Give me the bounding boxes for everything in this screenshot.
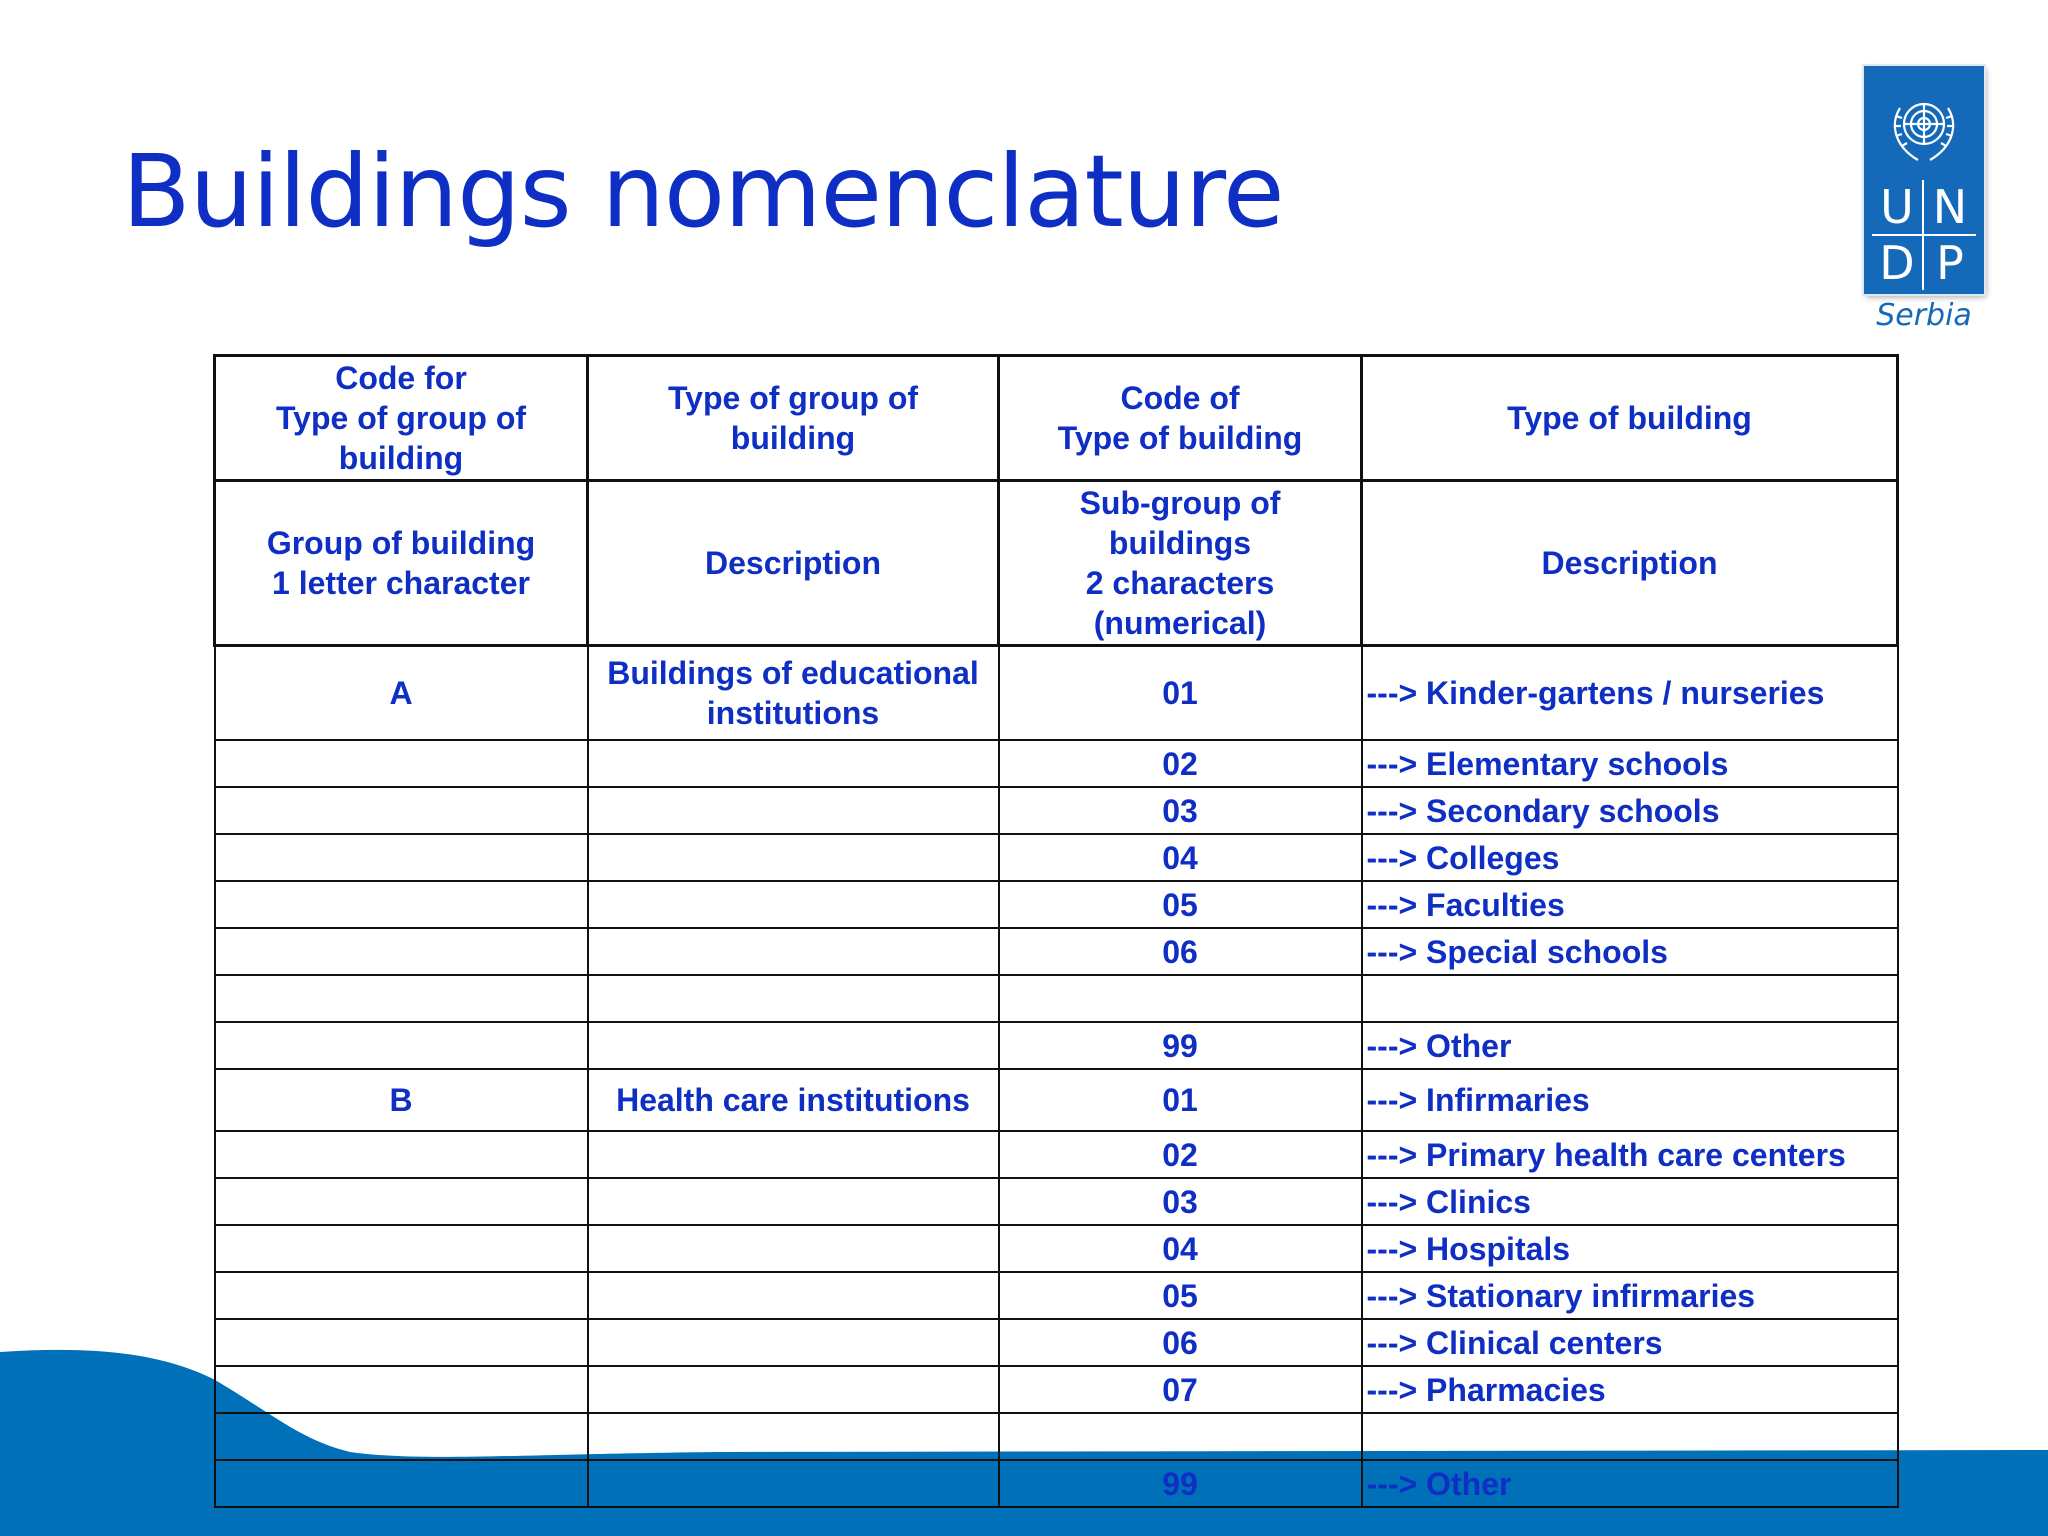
- header-line: Sub-group of: [1079, 485, 1281, 521]
- header-line: (numerical): [1093, 605, 1267, 641]
- code-cell: 01: [999, 1069, 1362, 1131]
- header-line: Description: [1541, 545, 1718, 581]
- undp-logo-box: [1864, 66, 1984, 294]
- type-cell: ---> Clinical centers: [1362, 1319, 1898, 1366]
- group-desc-cell: [588, 1131, 999, 1178]
- table-row: [215, 975, 1898, 1022]
- header-cell: [999, 481, 1362, 646]
- code-cell: 06: [999, 1319, 1362, 1366]
- group-code-cell: [215, 1272, 588, 1319]
- group-desc-cell: [588, 1366, 999, 1413]
- group-code-cell: [215, 1178, 588, 1225]
- group-desc-cell: [588, 1319, 999, 1366]
- group-code-cell: [215, 834, 588, 881]
- group-code-cell: [215, 740, 588, 787]
- logo-letter: P: [1936, 236, 1964, 290]
- group-code-cell: [215, 975, 588, 1022]
- code-cell: [999, 975, 1362, 1022]
- table-row: [215, 787, 1898, 834]
- group-desc-cell: [588, 1460, 999, 1507]
- code-cell: 99: [999, 1460, 1362, 1507]
- logo-letter: N: [1924, 180, 1976, 236]
- group-desc-cell: [588, 834, 999, 881]
- table-row: [215, 1022, 1898, 1069]
- table-row: [215, 928, 1898, 975]
- code-cell: 99: [999, 1022, 1362, 1069]
- code-cell: 02: [999, 740, 1362, 787]
- code-cell: 04: [999, 1225, 1362, 1272]
- header-cell: [215, 356, 588, 481]
- group-desc-cell: [588, 1272, 999, 1319]
- type-cell: ---> Hospitals: [1362, 1225, 1898, 1272]
- group-desc-cell: [588, 1225, 999, 1272]
- type-cell: [1362, 975, 1898, 1022]
- header-line: Group of building: [266, 525, 536, 561]
- group-code-cell: [215, 787, 588, 834]
- table-row: [215, 1069, 1898, 1131]
- group-desc-cell: [588, 881, 999, 928]
- header-line: Type of building: [1507, 400, 1752, 436]
- group-desc-cell: [588, 1178, 999, 1225]
- table-row: [215, 1225, 1898, 1272]
- code-cell: 05: [999, 881, 1362, 928]
- type-cell: ---> Other: [1362, 1022, 1898, 1069]
- header-cell: [588, 356, 999, 481]
- group-desc-cell: [588, 1022, 999, 1069]
- header-line: Type of group of: [667, 380, 919, 416]
- code-cell: 01: [999, 646, 1362, 741]
- code-cell: 05: [999, 1272, 1362, 1319]
- type-cell: ---> Stationary infirmaries: [1362, 1272, 1898, 1319]
- code-cell: [999, 1413, 1362, 1460]
- group-code-cell: [215, 1460, 588, 1507]
- group-code-cell: B: [215, 1069, 588, 1131]
- header-cell: [999, 356, 1362, 481]
- table-row: [215, 1178, 1898, 1225]
- group-desc-cell: [588, 928, 999, 975]
- table-row: [215, 646, 1898, 741]
- table-row: [215, 1319, 1898, 1366]
- group-desc-cell: Health care institutions: [588, 1069, 999, 1131]
- header-line: Code for: [335, 360, 467, 396]
- code-cell: 02: [999, 1131, 1362, 1178]
- table-row: [215, 1460, 1898, 1507]
- header-line: Description: [704, 545, 882, 581]
- logo-letter: U: [1872, 180, 1924, 236]
- group-desc-cell: [588, 1413, 999, 1460]
- header-row: [215, 481, 1898, 646]
- group-code-cell: [215, 1413, 588, 1460]
- logo-letter: D: [1872, 236, 1924, 290]
- group-code-cell: [215, 1366, 588, 1413]
- code-cell: 03: [999, 1178, 1362, 1225]
- group-code-cell: [215, 928, 588, 975]
- table-row: [215, 1366, 1898, 1413]
- group-code-cell: [215, 1225, 588, 1272]
- group-desc-cell: Buildings of educational institutions: [588, 646, 999, 741]
- type-cell: ---> Kinder-gartens / nurseries: [1362, 646, 1898, 741]
- header-row: [215, 356, 1898, 481]
- header-line: Type of group of: [275, 400, 527, 436]
- group-code-cell: [215, 1319, 588, 1366]
- type-cell: ---> Elementary schools: [1362, 740, 1898, 787]
- group-code-cell: [215, 1131, 588, 1178]
- type-cell: ---> Secondary schools: [1362, 787, 1898, 834]
- page-title: Buildings nomenclature: [122, 133, 1284, 250]
- header-cell: [1362, 356, 1898, 481]
- group-code-cell: [215, 1022, 588, 1069]
- group-desc-cell: [588, 740, 999, 787]
- type-cell: ---> Special schools: [1362, 928, 1898, 975]
- table-row: [215, 1413, 1898, 1460]
- table-row: [215, 740, 1898, 787]
- code-cell: 07: [999, 1366, 1362, 1413]
- table-row: [215, 1131, 1898, 1178]
- undp-logo: [1864, 66, 1984, 333]
- type-cell: ---> Faculties: [1362, 881, 1898, 928]
- header-line: 2 characters: [1085, 565, 1275, 601]
- type-cell: [1362, 1413, 1898, 1460]
- header-line: buildings: [1108, 525, 1252, 561]
- table-row: [215, 1272, 1898, 1319]
- header-line: building: [338, 440, 464, 476]
- type-cell: ---> Clinics: [1362, 1178, 1898, 1225]
- code-cell: 03: [999, 787, 1362, 834]
- logo-subtitle: Serbia: [1876, 298, 1972, 333]
- header-line: 1 letter character: [272, 565, 530, 601]
- header-cell: [215, 481, 588, 646]
- header-line: building: [730, 420, 856, 456]
- type-cell: ---> Other: [1362, 1460, 1898, 1507]
- group-desc-cell: [588, 975, 999, 1022]
- type-cell: ---> Pharmacies: [1362, 1366, 1898, 1413]
- header-cell: [588, 481, 999, 646]
- header-line: Code of: [1120, 380, 1240, 416]
- undp-letters: [1872, 180, 1976, 290]
- group-code-cell: [215, 881, 588, 928]
- table-row: [215, 834, 1898, 881]
- table-row: [215, 881, 1898, 928]
- header-line: Type of building: [1057, 420, 1303, 456]
- type-cell: ---> Colleges: [1362, 834, 1898, 881]
- un-emblem-icon: [1878, 80, 1970, 172]
- group-desc-cell: [588, 787, 999, 834]
- type-cell: ---> Infirmaries: [1362, 1069, 1898, 1131]
- group-code-cell: A: [215, 646, 588, 741]
- code-cell: 06: [999, 928, 1362, 975]
- nomenclature-table: [213, 354, 1899, 1508]
- header-cell: [1362, 481, 1898, 646]
- code-cell: 04: [999, 834, 1362, 881]
- type-cell: ---> Primary health care centers: [1362, 1131, 1898, 1178]
